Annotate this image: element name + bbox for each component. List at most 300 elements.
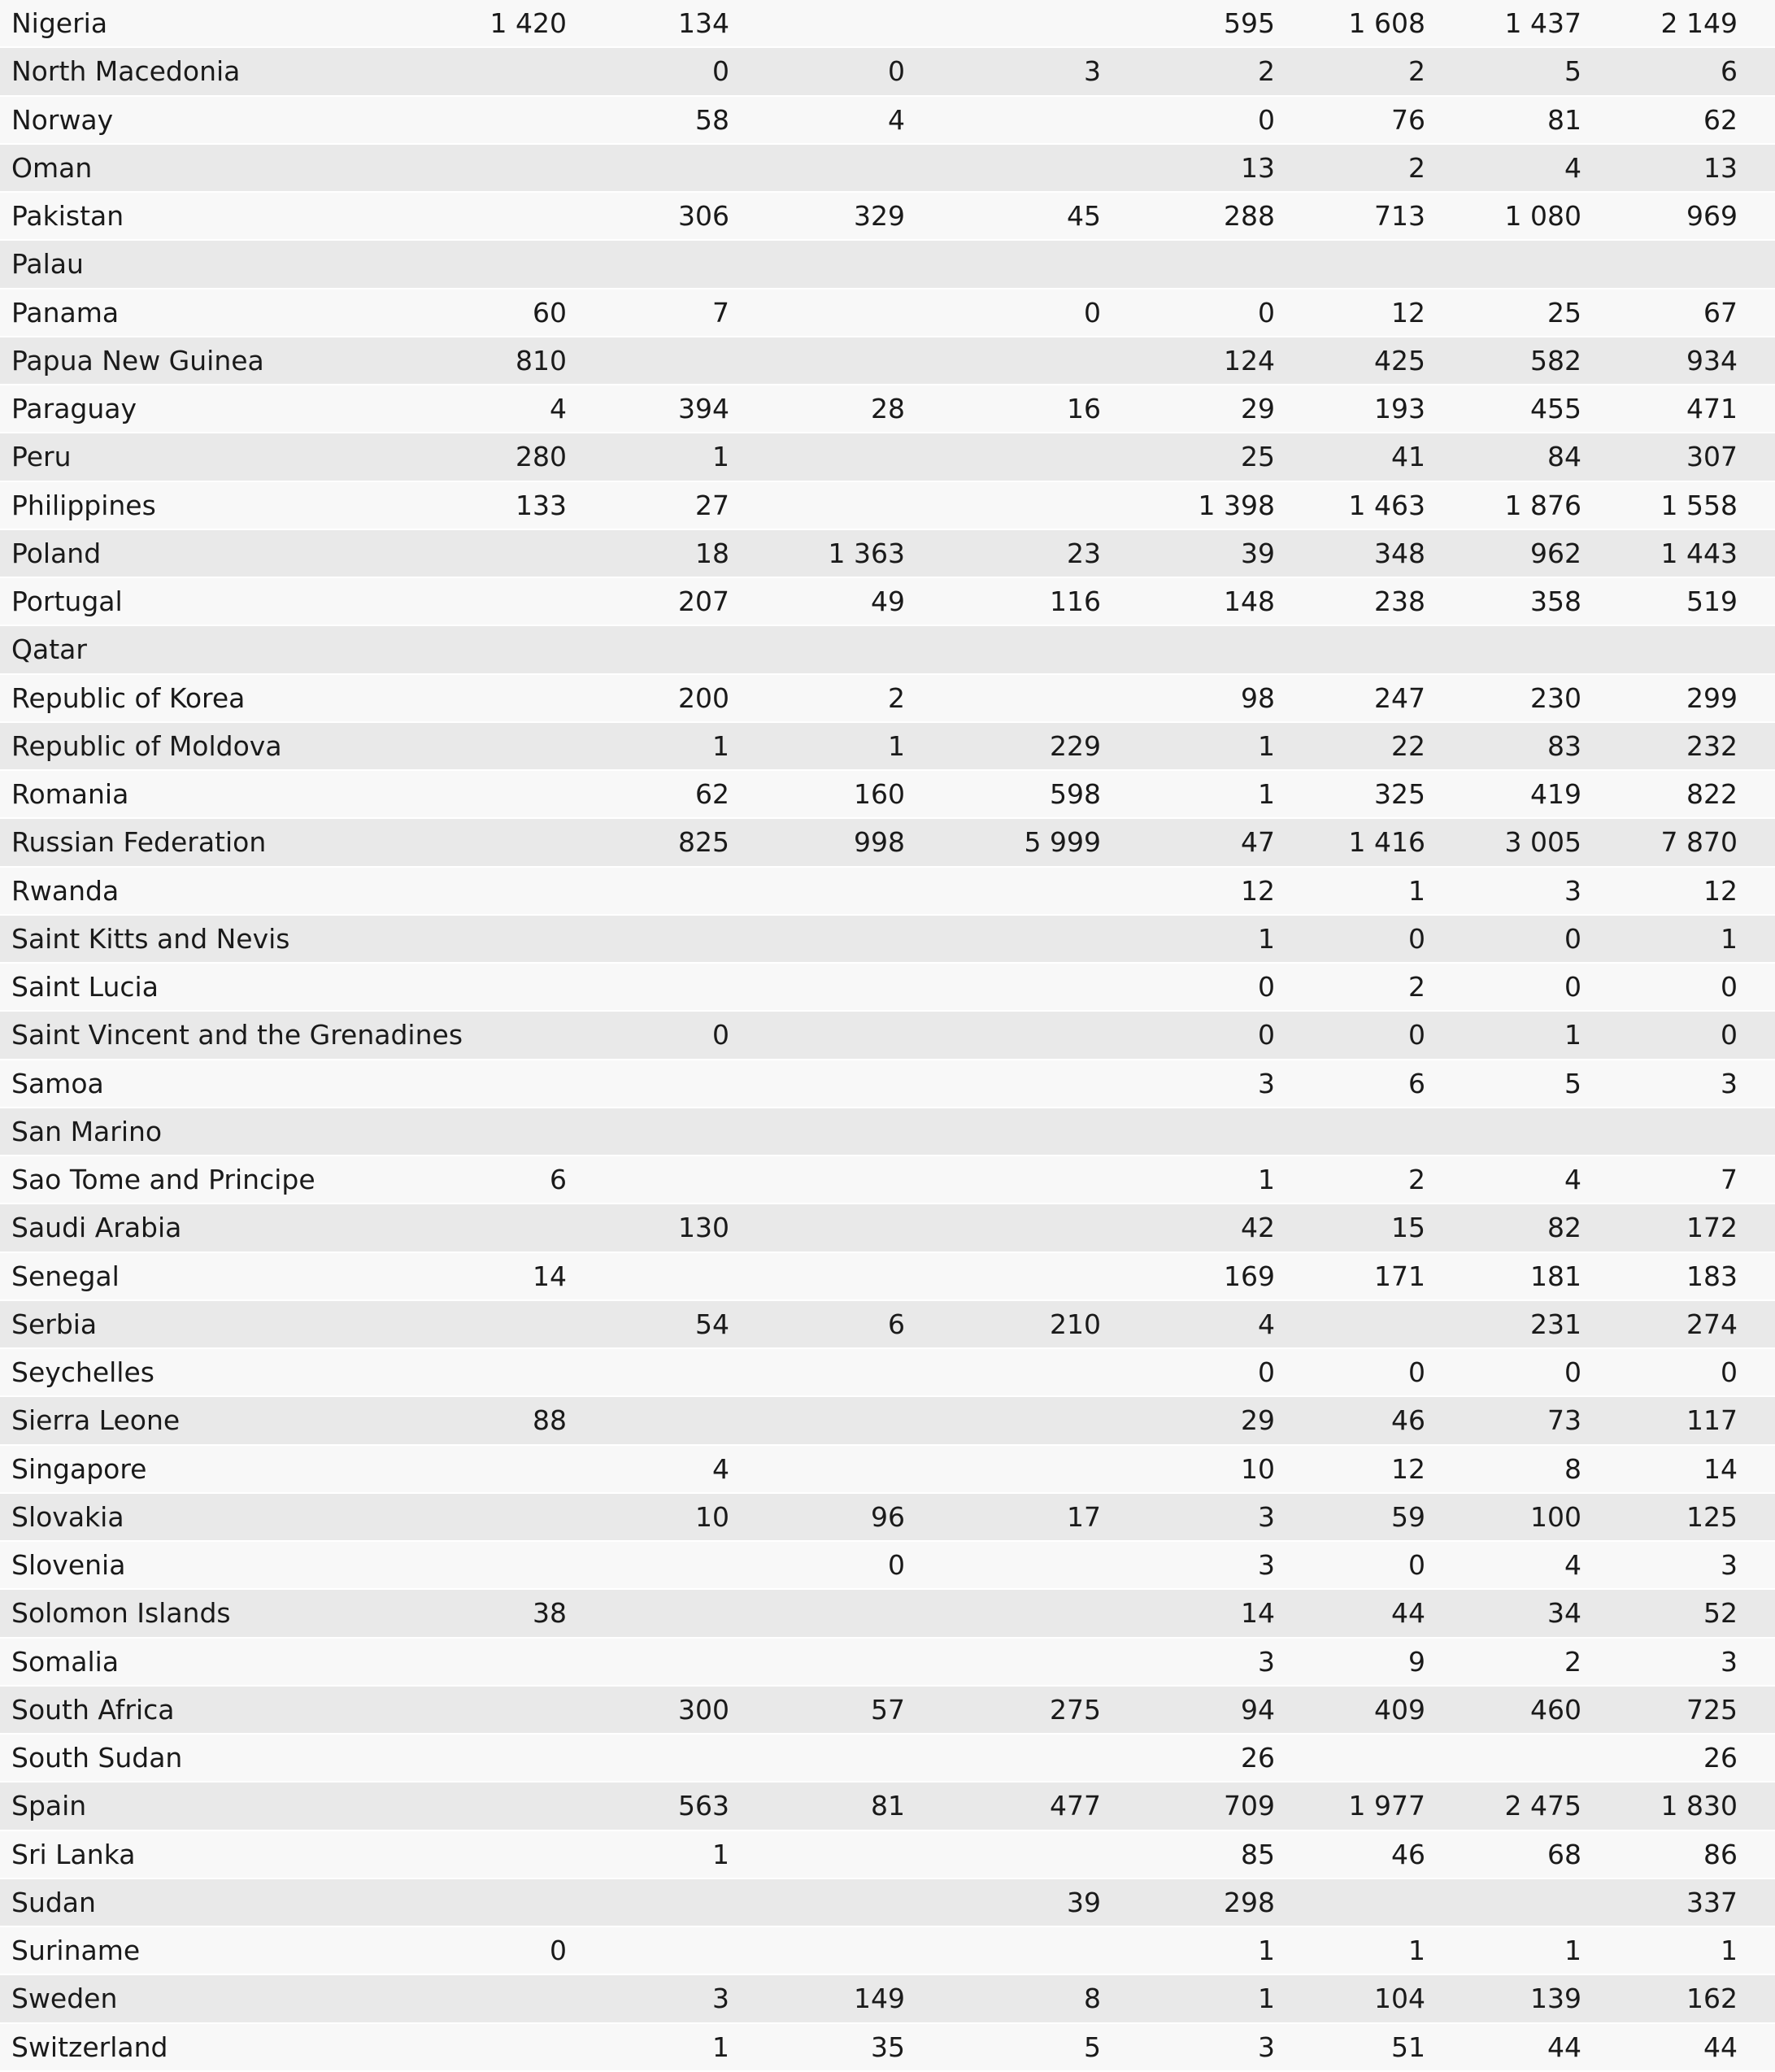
value-cell: 0	[1258, 296, 1275, 329]
value-cell: 409	[1374, 1693, 1425, 1726]
value-cell	[1263, 1879, 1425, 1926]
value-cell: 46	[1391, 1838, 1425, 1870]
value-cell	[404, 868, 567, 914]
value-cell: 1	[1721, 1935, 1738, 1966]
value-cell: 425	[1374, 344, 1425, 377]
country-name: South Sudan	[11, 1742, 183, 1774]
value-cell	[1575, 626, 1738, 673]
value-cell: 17	[1067, 1500, 1101, 1533]
value-cell: 582	[1530, 344, 1581, 377]
value-cell: 300	[678, 1693, 729, 1726]
value-cell	[1419, 241, 1581, 287]
value-cell: 183	[1686, 1260, 1738, 1292]
value-cell: 94	[1241, 1693, 1275, 1726]
value-cell: 4	[712, 1452, 729, 1485]
table-row	[0, 1494, 1775, 1542]
value-cell: 1 443	[1660, 537, 1738, 569]
value-cell: 25	[1241, 441, 1275, 473]
country-name: San Marino	[11, 1115, 163, 1147]
country-name: Spain	[11, 1790, 87, 1822]
value-cell: 4	[1258, 1308, 1275, 1340]
table-row	[0, 1204, 1775, 1252]
value-cell: 85	[1241, 1838, 1275, 1870]
country-name: Qatar	[11, 633, 87, 666]
value-cell: 35	[871, 2031, 905, 2063]
table-row	[0, 675, 1775, 723]
value-cell: 0	[1564, 971, 1581, 1003]
value-cell	[938, 1446, 1101, 1492]
value-cell: 1 830	[1660, 1790, 1738, 1822]
table-row	[0, 1735, 1775, 1783]
table-row	[0, 482, 1775, 530]
value-cell: 1 876	[1504, 489, 1581, 521]
country-name: Suriname	[11, 1935, 141, 1966]
country-name: Serbia	[11, 1308, 98, 1340]
value-cell: 5	[1564, 1067, 1581, 1099]
value-cell	[404, 241, 567, 287]
value-cell	[567, 1735, 729, 1781]
value-cell	[404, 1879, 567, 1926]
value-cell: 83	[1547, 729, 1581, 762]
value-cell	[742, 1590, 905, 1636]
value-cell	[404, 771, 567, 817]
country-name: Papua New Guinea	[11, 344, 264, 377]
value-cell: 274	[1686, 1308, 1738, 1340]
value-cell: 162	[1686, 1983, 1738, 2015]
value-cell: 3 005	[1504, 826, 1581, 859]
value-cell: 1 398	[1198, 489, 1275, 521]
value-cell: 1	[1564, 1019, 1581, 1051]
value-cell	[1419, 1108, 1581, 1155]
value-cell: 998	[854, 826, 905, 859]
value-cell	[742, 241, 905, 287]
value-cell: 38	[533, 1597, 567, 1630]
value-cell: 98	[1241, 681, 1275, 714]
table-row	[0, 1446, 1775, 1494]
country-name: Sierra Leone	[11, 1404, 181, 1437]
value-cell	[404, 1687, 567, 1733]
value-cell	[404, 1446, 567, 1492]
value-cell	[742, 964, 905, 1010]
table-row	[0, 1349, 1775, 1397]
table-row	[0, 530, 1775, 578]
value-cell: 2	[1564, 1645, 1581, 1678]
value-cell: 52	[1703, 1597, 1738, 1630]
value-cell: 1	[1258, 1935, 1275, 1966]
value-cell: 306	[678, 200, 729, 232]
value-cell: 25	[1547, 296, 1581, 329]
value-cell: 1	[712, 1838, 729, 1870]
table-row	[0, 1253, 1775, 1301]
value-cell	[404, 145, 567, 191]
value-cell: 81	[871, 1790, 905, 1822]
table-row	[0, 771, 1775, 819]
value-cell: 471	[1686, 393, 1738, 424]
value-cell	[567, 1253, 729, 1299]
value-cell: 14	[533, 1260, 567, 1292]
country-name: Seychelles	[11, 1356, 154, 1388]
value-cell	[938, 1639, 1101, 1685]
value-cell: 519	[1686, 585, 1738, 617]
value-cell: 0	[712, 1019, 729, 1051]
value-cell	[567, 1156, 729, 1203]
value-cell	[1263, 626, 1425, 673]
value-cell: 962	[1530, 537, 1581, 569]
value-cell: 0	[888, 55, 905, 88]
value-cell: 42	[1241, 1212, 1275, 1244]
value-cell: 3	[712, 1983, 729, 2015]
value-cell: 148	[1224, 585, 1275, 617]
table-row	[0, 916, 1775, 964]
value-cell	[938, 1012, 1101, 1058]
value-cell	[742, 0, 905, 46]
value-cell	[404, 1301, 567, 1347]
value-cell	[1419, 626, 1581, 673]
value-cell: 325	[1374, 778, 1425, 810]
value-cell: 47	[1241, 826, 1275, 859]
country-name: Panama	[11, 296, 120, 329]
value-cell	[404, 1783, 567, 1829]
value-cell	[404, 530, 567, 577]
value-cell: 4	[1564, 1549, 1581, 1581]
value-cell	[404, 1012, 567, 1058]
value-cell	[404, 48, 567, 94]
value-cell: 0	[1408, 1356, 1425, 1388]
value-cell: 477	[1050, 1790, 1101, 1822]
value-cell	[938, 1735, 1101, 1781]
value-cell: 1 437	[1504, 7, 1581, 39]
value-cell: 0	[1084, 296, 1101, 329]
value-cell: 810	[516, 344, 567, 377]
value-cell: 104	[1374, 1983, 1425, 2015]
value-cell: 6	[888, 1308, 905, 1340]
country-name: Senegal	[11, 1260, 120, 1292]
value-cell: 44	[1703, 2031, 1738, 2063]
value-cell: 58	[695, 103, 729, 136]
table-row	[0, 1108, 1775, 1156]
value-cell: 28	[871, 393, 905, 424]
value-cell	[404, 819, 567, 865]
value-cell: 1 463	[1348, 489, 1425, 521]
value-cell	[938, 916, 1101, 962]
value-cell: 4	[888, 103, 905, 136]
value-cell: 10	[1241, 1452, 1275, 1485]
value-cell: 1	[1258, 922, 1275, 955]
country-name: Sudan	[11, 1886, 96, 1918]
value-cell: 51	[1391, 2031, 1425, 2063]
value-cell	[938, 1397, 1101, 1443]
value-cell: 124	[1224, 344, 1275, 377]
country-name: Republic of Korea	[11, 681, 246, 714]
value-cell: 3	[1721, 1645, 1738, 1678]
value-cell: 1 416	[1348, 826, 1425, 859]
value-cell	[742, 289, 905, 336]
value-cell: 18	[695, 537, 729, 569]
value-cell	[938, 97, 1101, 143]
value-cell: 3	[1258, 1500, 1275, 1533]
country-name: Saint Kitts and Nevis	[11, 922, 290, 955]
table-row	[0, 819, 1775, 867]
value-cell: 76	[1391, 103, 1425, 136]
value-cell: 8	[1564, 1452, 1581, 1485]
value-cell: 54	[695, 1308, 729, 1340]
country-name: Saudi Arabia	[11, 1212, 182, 1244]
value-cell	[404, 578, 567, 625]
country-name: Norway	[11, 103, 114, 136]
value-cell	[742, 626, 905, 673]
value-cell: 5	[1564, 55, 1581, 88]
table-row	[0, 193, 1775, 241]
value-cell: 1 558	[1660, 489, 1738, 521]
value-cell: 0	[1408, 922, 1425, 955]
value-cell: 4	[1564, 1164, 1581, 1195]
value-cell: 1	[712, 729, 729, 762]
value-cell	[742, 1831, 905, 1878]
value-cell: 1 977	[1348, 1790, 1425, 1822]
country-name: Somalia	[11, 1645, 120, 1678]
value-cell: 2	[1408, 151, 1425, 184]
value-cell: 100	[1530, 1500, 1581, 1533]
value-cell	[567, 1349, 729, 1395]
value-cell: 88	[533, 1404, 567, 1437]
value-cell	[404, 675, 567, 721]
table-row	[0, 385, 1775, 433]
value-cell: 133	[516, 489, 567, 521]
value-cell: 14	[1703, 1452, 1738, 1485]
value-cell	[404, 1060, 567, 1107]
value-cell: 598	[1050, 778, 1101, 810]
table-row	[0, 241, 1775, 289]
value-cell	[938, 1156, 1101, 1203]
table-row	[0, 1879, 1775, 1927]
table-row	[0, 1012, 1775, 1060]
country-name: Saint Lucia	[11, 971, 159, 1003]
value-cell: 4	[1564, 151, 1581, 184]
value-cell: 3	[1258, 2031, 1275, 2063]
value-cell: 12	[1391, 1452, 1425, 1485]
value-cell: 1	[1408, 1935, 1425, 1966]
value-cell: 230	[1530, 681, 1581, 714]
table-row	[0, 626, 1775, 674]
value-cell	[404, 964, 567, 1010]
value-cell: 1	[712, 441, 729, 473]
value-cell	[1419, 1879, 1581, 1926]
value-cell: 1	[1721, 922, 1738, 955]
value-cell: 0	[550, 1935, 567, 1966]
value-cell: 46	[1391, 1404, 1425, 1437]
value-cell: 1	[1408, 874, 1425, 907]
value-cell	[938, 145, 1101, 191]
value-cell: 207	[678, 585, 729, 617]
country-name: Oman	[11, 151, 93, 184]
value-cell: 44	[1391, 1597, 1425, 1630]
value-cell	[938, 964, 1101, 1010]
value-cell: 160	[854, 778, 905, 810]
value-cell	[742, 433, 905, 480]
value-cell	[1263, 1301, 1425, 1347]
value-cell	[742, 1879, 905, 1926]
value-cell	[938, 1108, 1101, 1155]
value-cell	[938, 626, 1101, 673]
value-cell: 419	[1530, 778, 1581, 810]
value-cell	[404, 1831, 567, 1878]
value-cell: 0	[1258, 1019, 1275, 1051]
value-cell	[938, 1590, 1101, 1636]
value-cell: 2	[1408, 55, 1425, 88]
value-cell	[1419, 1735, 1581, 1781]
table-row	[0, 1639, 1775, 1687]
value-cell	[742, 868, 905, 914]
value-cell	[567, 241, 729, 287]
value-cell: 247	[1374, 681, 1425, 714]
table-row	[0, 1301, 1775, 1349]
table-row	[0, 723, 1775, 771]
value-cell: 117	[1686, 1404, 1738, 1437]
table-row	[0, 2024, 1775, 2072]
value-cell	[742, 337, 905, 384]
country-name: Romania	[11, 778, 129, 810]
country-name: Sao Tome and Principe	[11, 1164, 315, 1195]
value-cell	[742, 1446, 905, 1492]
value-cell	[742, 145, 905, 191]
table-row	[0, 48, 1775, 96]
value-cell: 825	[678, 826, 729, 859]
country-name: Philippines	[11, 489, 156, 521]
value-cell: 169	[1224, 1260, 1275, 1292]
country-name: Peru	[11, 441, 72, 473]
value-cell: 60	[533, 296, 567, 329]
value-cell: 713	[1374, 200, 1425, 232]
value-cell: 2 475	[1504, 1790, 1581, 1822]
value-cell	[567, 916, 729, 962]
value-cell: 348	[1374, 537, 1425, 569]
value-cell: 238	[1374, 585, 1425, 617]
value-cell: 725	[1686, 1693, 1738, 1726]
table-row	[0, 1397, 1775, 1445]
value-cell	[404, 1204, 567, 1251]
value-cell: 14	[1241, 1597, 1275, 1630]
value-cell	[567, 145, 729, 191]
value-cell: 307	[1686, 441, 1738, 473]
value-cell: 288	[1224, 200, 1275, 232]
value-cell: 2	[1258, 55, 1275, 88]
value-cell: 1 080	[1504, 200, 1581, 232]
value-cell: 96	[871, 1500, 905, 1533]
value-cell	[567, 1927, 729, 1974]
value-cell: 6	[1721, 55, 1738, 88]
value-cell: 2 149	[1660, 7, 1738, 39]
country-name: Rwanda	[11, 874, 120, 907]
value-cell	[938, 482, 1101, 529]
value-cell: 67	[1703, 296, 1738, 329]
country-name: Slovakia	[11, 1500, 124, 1533]
value-cell	[938, 0, 1101, 46]
value-cell: 149	[854, 1983, 905, 2015]
value-cell: 10	[695, 1500, 729, 1533]
value-cell: 0	[1258, 1356, 1275, 1388]
table-row	[0, 97, 1775, 145]
value-cell: 3	[1721, 1549, 1738, 1581]
value-cell	[567, 1397, 729, 1443]
value-cell: 23	[1067, 537, 1101, 569]
value-cell: 130	[678, 1212, 729, 1244]
value-cell	[404, 916, 567, 962]
value-cell	[567, 964, 729, 1010]
value-cell: 116	[1050, 585, 1101, 617]
value-cell: 1 420	[489, 7, 567, 39]
value-cell: 1 608	[1348, 7, 1425, 39]
value-cell	[404, 723, 567, 769]
value-cell	[742, 1639, 905, 1685]
value-cell: 193	[1374, 393, 1425, 424]
country-name: Sweden	[11, 1983, 118, 2015]
value-cell: 231	[1530, 1308, 1581, 1340]
value-cell: 171	[1374, 1260, 1425, 1292]
value-cell: 1	[1258, 729, 1275, 762]
value-cell	[567, 1879, 729, 1926]
value-cell: 455	[1530, 393, 1581, 424]
value-cell	[742, 1735, 905, 1781]
value-cell	[404, 97, 567, 143]
value-cell: 16	[1067, 393, 1101, 424]
value-cell: 41	[1391, 441, 1425, 473]
country-name: Russian Federation	[11, 826, 267, 859]
value-cell	[404, 1494, 567, 1540]
country-name: Palau	[11, 248, 84, 281]
value-cell: 134	[678, 7, 729, 39]
value-cell: 44	[1547, 2031, 1581, 2063]
table-row	[0, 868, 1775, 916]
value-cell: 275	[1050, 1693, 1101, 1726]
value-cell: 0	[1721, 1356, 1738, 1388]
value-cell: 1 363	[828, 537, 905, 569]
value-cell: 0	[1564, 922, 1581, 955]
value-cell: 4	[550, 393, 567, 424]
value-cell	[404, 1735, 567, 1781]
value-cell: 358	[1530, 585, 1581, 617]
value-cell: 125	[1686, 1500, 1738, 1533]
table-row	[0, 1542, 1775, 1590]
value-cell	[567, 1108, 729, 1155]
value-cell: 3	[1258, 1645, 1275, 1678]
value-cell	[742, 1012, 905, 1058]
table-row	[0, 1927, 1775, 1975]
value-cell: 298	[1224, 1886, 1275, 1918]
value-cell: 9	[1408, 1645, 1425, 1678]
value-cell	[742, 1156, 905, 1203]
value-cell: 3	[1258, 1549, 1275, 1581]
country-name: South Africa	[11, 1693, 175, 1726]
value-cell	[1112, 1108, 1275, 1155]
value-cell	[404, 1108, 567, 1155]
value-cell: 12	[1703, 874, 1738, 907]
value-cell	[1112, 626, 1275, 673]
value-cell: 3	[1258, 1067, 1275, 1099]
table-row	[0, 1831, 1775, 1879]
value-cell: 1	[1564, 1935, 1581, 1966]
value-cell	[742, 1204, 905, 1251]
country-name: Pakistan	[11, 200, 124, 232]
value-cell: 62	[695, 778, 729, 810]
country-name: Solomon Islands	[11, 1597, 231, 1630]
value-cell: 0	[712, 55, 729, 88]
value-cell: 394	[678, 393, 729, 424]
value-cell	[1263, 241, 1425, 287]
value-cell: 3	[1564, 874, 1581, 907]
value-cell: 337	[1686, 1886, 1738, 1918]
table-row	[0, 289, 1775, 337]
value-cell: 969	[1686, 200, 1738, 232]
